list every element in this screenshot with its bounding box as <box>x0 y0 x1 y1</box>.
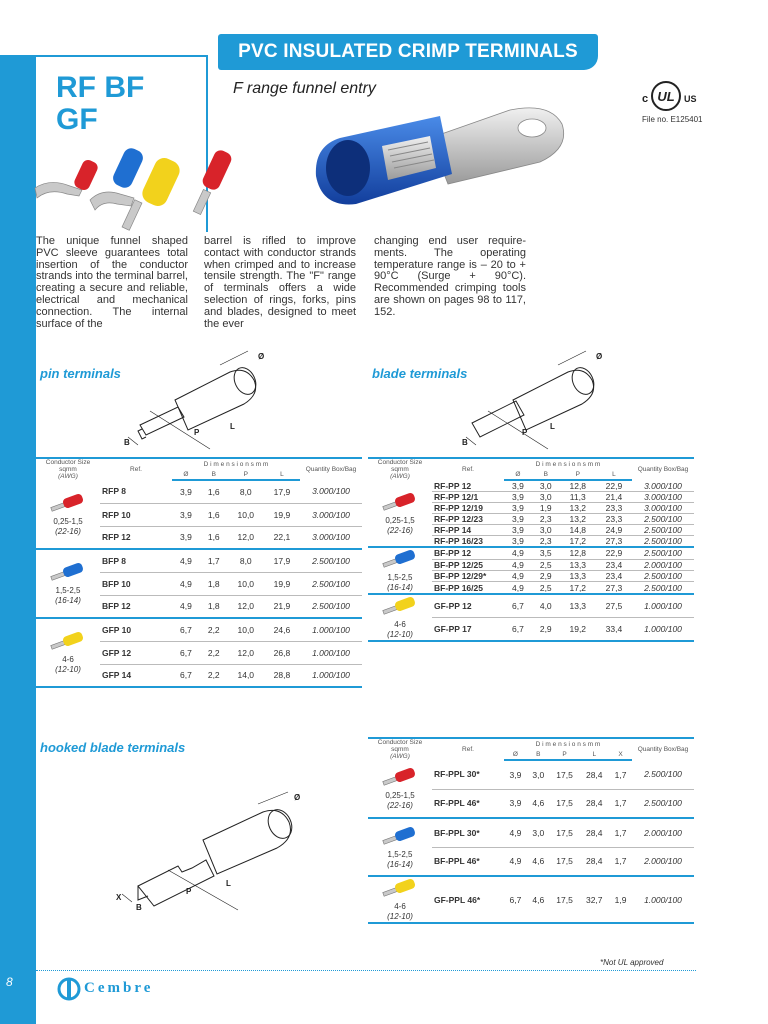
dim-l-cell: 17,9 <box>264 549 300 572</box>
ref-cell: RF-PPL 30* <box>432 760 504 789</box>
dim-p-cell: 10,0 <box>228 572 264 595</box>
dim-b-cell: 1,6 <box>200 503 228 526</box>
col-ref: Ref. <box>432 738 504 760</box>
dim-b: B <box>136 903 142 912</box>
dim-d-cell: 4,9 <box>504 847 527 876</box>
dim-b-cell: 3,0 <box>532 525 560 536</box>
col-ref: Ref. <box>100 458 172 480</box>
dim-p: P <box>194 428 200 437</box>
col-awg: (AWG) <box>390 753 410 760</box>
col-quantity: Quantity Box/Bag <box>300 458 362 480</box>
intro-column-3: changing end user require-ments. The operating temperature range is – 20 to + 90°C (Surge + 90°C). Recommended crimping tools are shown on pages 98 to 117, 152. <box>374 235 526 318</box>
terminal-icon <box>381 491 419 513</box>
dim-p-cell: 12,8 <box>560 480 596 492</box>
table-row <box>368 760 694 789</box>
conductor-size-cell <box>368 876 432 923</box>
dim-p-cell: 17,2 <box>560 536 596 548</box>
dim-l-cell: 23,3 <box>596 503 632 514</box>
dim-p-cell: 13,3 <box>560 570 596 581</box>
dim-l-cell: 28,4 <box>579 818 609 847</box>
dim-p-cell: 14,0 <box>228 664 264 687</box>
conductor-size-cell <box>368 760 432 818</box>
ref-cell: GF-PPL 46* <box>432 876 504 923</box>
col-dim-b: B <box>200 469 228 480</box>
brand-name: Cembre <box>84 980 154 996</box>
dim-l-cell: 23,3 <box>596 514 632 525</box>
blade-terminal-drawing <box>458 345 618 450</box>
dim-p-cell: 8,0 <box>228 480 264 503</box>
terminal-icon <box>49 492 87 514</box>
ref-cell: BF-PPL 30* <box>432 818 504 847</box>
ref-cell: RF-PP 12 <box>432 480 504 492</box>
dim-d-cell: 3,9 <box>504 525 532 536</box>
ref-cell: BF-PP 12/25 <box>432 559 504 570</box>
dim-p-cell: 11,3 <box>560 492 596 503</box>
intro-column-2: barrel is rifled to improve contact with conductor strands when crimped and to increase tensile strength. The "F" range of terminals offers a wide selection of rings, forks, pins and blades, designed to meet the ever <box>204 235 356 330</box>
dim-l-cell: 28,8 <box>264 664 300 687</box>
quantity-cell: 2.500/100 <box>300 595 362 618</box>
col-dim-d: Ø <box>504 469 532 480</box>
terminals-photo <box>30 140 240 235</box>
ref-cell: RF-PP 12/19 <box>432 503 504 514</box>
terminal-icon <box>381 595 419 617</box>
dim-d-cell: 4,9 <box>504 582 532 594</box>
section-pin-terminals: pin terminals <box>40 366 121 381</box>
table-row <box>36 549 362 572</box>
dim-b-cell: 4,6 <box>527 876 550 923</box>
dim-b-cell: 3,0 <box>532 480 560 492</box>
dim-d-cell: 6,7 <box>504 876 527 923</box>
conductor-size: 1,5-2,5 <box>55 586 81 595</box>
col-dim-p: P <box>228 469 264 480</box>
dim-d-cell: 3,9 <box>172 526 200 549</box>
dim-p-cell: 17,5 <box>550 847 580 876</box>
conductor-size: 0,25-1,5 <box>385 791 415 800</box>
quantity-cell: 3.000/100 <box>632 492 694 503</box>
col-dimensions: D i m e n s i o n s m m <box>172 458 300 469</box>
dim-l: L <box>226 879 231 888</box>
conductor-awg: (22-16) <box>387 525 413 535</box>
ref-cell: BFP 8 <box>100 549 172 572</box>
dim-p-cell: 12,0 <box>228 641 264 664</box>
fork-terminal-red <box>35 158 100 198</box>
conductor-size: 1,5-2,5 <box>387 849 413 859</box>
ref-cell: BFP 12 <box>100 595 172 618</box>
dim-p-cell: 12,0 <box>228 595 264 618</box>
quantity-cell: 2.500/100 <box>632 514 694 525</box>
dim-b-cell: 2,2 <box>200 641 228 664</box>
dim-l-cell: 22,9 <box>596 480 632 492</box>
col-dim-b: B <box>527 749 550 760</box>
col-conductor-size: Conductor Size sqmm (AWG) <box>368 738 432 760</box>
quantity-cell: 2.500/100 <box>300 572 362 595</box>
dim-d-cell: 3,9 <box>172 480 200 503</box>
conductor-size-cell <box>36 480 100 549</box>
col-dim-d: Ø <box>504 749 527 760</box>
dim-p-cell: 12,0 <box>228 526 264 549</box>
ref-cell: GFP 12 <box>100 641 172 664</box>
conductor-size: 0,25-1,5 <box>53 516 83 526</box>
dim-l-cell: 23,4 <box>596 570 632 581</box>
dim-p-cell: 17,5 <box>550 876 580 923</box>
dim-p-cell: 17,5 <box>550 818 580 847</box>
dim-d-cell: 3,9 <box>504 492 532 503</box>
dim-phi: Ø <box>294 793 301 802</box>
ref-cell: BF-PP 12/29* <box>432 570 504 581</box>
dim-p-cell: 17,2 <box>560 582 596 594</box>
dim-d-cell: 3,9 <box>504 503 532 514</box>
dim-x-cell: 1,7 <box>609 818 632 847</box>
terminal-icon <box>381 548 419 570</box>
dim-p: P <box>522 428 528 437</box>
dim-phi: Ø <box>258 352 265 361</box>
dim-l-cell: 17,9 <box>264 480 300 503</box>
table-row <box>36 480 362 503</box>
conductor-awg: (22-16) <box>387 801 413 810</box>
dim-b-cell: 2,3 <box>532 536 560 548</box>
dim-l-cell: 22,9 <box>596 547 632 559</box>
table-row <box>368 547 694 559</box>
dim-d-cell: 3,9 <box>504 514 532 525</box>
dim-p-cell: 13,2 <box>560 503 596 514</box>
dim-d-cell: 4,9 <box>172 549 200 572</box>
conductor-awg: (16-14) <box>387 859 413 869</box>
dim-l-cell: 27,5 <box>596 594 632 618</box>
dim-b-cell: 2,9 <box>532 570 560 581</box>
dim-l: L <box>230 422 235 431</box>
col-dimensions: D i m e n s i o n s m m <box>504 738 632 749</box>
terminal-icon <box>381 825 419 847</box>
col-awg: (AWG) <box>390 473 410 480</box>
dim-x-cell: 1,7 <box>609 847 632 876</box>
dim-d-cell: 6,7 <box>172 641 200 664</box>
dim-b-cell: 3,0 <box>527 760 550 789</box>
dim-b: B <box>124 438 130 447</box>
col-dim-b: B <box>532 469 560 480</box>
dim-p-cell: 10,0 <box>228 503 264 526</box>
conductor-awg: (12-10) <box>387 630 413 639</box>
ul-c-mark: c <box>642 93 649 105</box>
page-banner: PVC INSULATED CRIMP TERMINALS <box>218 34 598 70</box>
ul-us-mark: US <box>684 94 697 104</box>
dim-d-cell: 3,9 <box>504 480 532 492</box>
ref-cell: RFP 8 <box>100 480 172 503</box>
ref-cell: GFP 10 <box>100 618 172 641</box>
section-hooked-blade-terminals: hooked blade terminals <box>40 740 186 755</box>
terminal-icon <box>381 877 419 899</box>
dim-p-cell: 14,8 <box>560 525 596 536</box>
ul-mark: UL <box>657 89 675 104</box>
ref-cell: BFP 10 <box>100 572 172 595</box>
ref-cell: RF-PP 12/1 <box>432 492 504 503</box>
dim-p-cell: 13,2 <box>560 514 596 525</box>
dim-p-cell: 17,5 <box>550 760 580 789</box>
range-title-line1: RF BF <box>56 71 145 104</box>
dim-l-cell: 21,4 <box>596 492 632 503</box>
range-title <box>56 72 144 136</box>
cembre-logo-icon <box>56 976 82 1002</box>
dim-b-cell: 4,6 <box>527 789 550 818</box>
ref-cell: RF-PPL 46* <box>432 789 504 818</box>
terminal-icon <box>381 766 419 788</box>
ref-cell: RFP 12 <box>100 526 172 549</box>
dim-d-cell: 4,9 <box>504 818 527 847</box>
quantity-cell: 3.000/100 <box>300 480 362 503</box>
dim-d-cell: 6,7 <box>504 594 532 618</box>
quantity-cell: 3.000/100 <box>300 526 362 549</box>
hooked-blade-terminal-drawing <box>108 790 308 920</box>
quantity-cell: 2.500/100 <box>632 547 694 559</box>
range-title-line2: GF <box>56 103 98 136</box>
dim-x: X <box>116 893 122 902</box>
ref-cell: BF-PP 12 <box>432 547 504 559</box>
dim-l-cell: 19,9 <box>264 572 300 595</box>
dim-phi: Ø <box>596 352 603 361</box>
dim-l-cell: 28,4 <box>579 760 609 789</box>
pin-terminal-drawing <box>120 345 280 450</box>
col-dim-p: P <box>550 749 580 760</box>
dim-b-cell: 1,8 <box>200 572 228 595</box>
col-dim-p: P <box>560 469 596 480</box>
col-dim-d: Ø <box>172 469 200 480</box>
quantity-cell: 1.000/100 <box>632 618 694 642</box>
dim-p-cell: 8,0 <box>228 549 264 572</box>
dim-d-cell: 6,7 <box>504 618 532 642</box>
dim-d-cell: 6,7 <box>172 664 200 687</box>
conductor-size-cell <box>36 549 100 618</box>
dim-b-cell: 1,6 <box>200 480 228 503</box>
ring-terminal-cutaway-photo <box>310 98 570 213</box>
dim-b-cell: 3,0 <box>532 492 560 503</box>
blade-terminal-red <box>193 148 233 214</box>
dim-d-cell: 4,9 <box>172 572 200 595</box>
ref-cell: BF-PPL 46* <box>432 847 504 876</box>
conductor-size-cell <box>36 618 100 687</box>
dim-p-cell: 12,8 <box>560 547 596 559</box>
dim-d-cell: 4,9 <box>504 570 532 581</box>
dim-l-cell: 21,9 <box>264 595 300 618</box>
quantity-cell: 1.000/100 <box>632 876 694 923</box>
subtitle: F range funnel entry <box>233 80 376 97</box>
ref-cell: GF-PP 17 <box>432 618 504 642</box>
dim-l-cell: 27,3 <box>596 582 632 594</box>
col-dim-x: X <box>609 749 632 760</box>
conductor-size-cell <box>368 818 432 876</box>
dim-x-cell: 1,7 <box>609 760 632 789</box>
ref-cell: BF-PP 16/25 <box>432 582 504 594</box>
conductor-size-cell <box>368 480 432 547</box>
quantity-cell: 2.500/100 <box>300 549 362 572</box>
dim-l-cell: 28,4 <box>579 789 609 818</box>
col-quantity: Quantity Box/Bag <box>632 738 694 760</box>
table-row <box>368 594 694 618</box>
table-row <box>368 876 694 923</box>
hooked-blade-terminals-table <box>368 737 694 924</box>
dim-b-cell: 1,9 <box>532 503 560 514</box>
col-dim-l: L <box>579 749 609 760</box>
quantity-cell: 2.000/100 <box>632 559 694 570</box>
ref-cell: RF-PP 16/23 <box>432 536 504 548</box>
dim-l-cell: 33,4 <box>596 618 632 642</box>
quantity-cell: 3.000/100 <box>300 503 362 526</box>
quantity-cell: 2.000/100 <box>632 818 694 847</box>
dim-x-cell: 1,9 <box>609 876 632 923</box>
col-conductor-size: Conductor Size sqmm (AWG) <box>36 458 100 480</box>
dim-l-cell: 27,3 <box>596 536 632 548</box>
pin-terminals-table <box>36 457 362 688</box>
dim-d-cell: 4,9 <box>172 595 200 618</box>
conductor-size: 4-6 <box>394 902 406 911</box>
dim-b-cell: 3,5 <box>532 547 560 559</box>
ref-cell: RF-PP 14 <box>432 525 504 536</box>
dim-d-cell: 4,9 <box>504 547 532 559</box>
dim-b-cell: 4,0 <box>532 594 560 618</box>
dim-b-cell: 2,3 <box>532 514 560 525</box>
dim-d-cell: 3,9 <box>172 503 200 526</box>
ref-cell: GFP 14 <box>100 664 172 687</box>
conductor-size: 4-6 <box>394 620 406 629</box>
table-row <box>368 480 694 492</box>
not-ul-approved-note: *Not UL approved <box>600 958 664 967</box>
dim-d-cell: 3,9 <box>504 789 527 818</box>
dim-b: B <box>462 438 468 447</box>
dim-l-cell: 24,9 <box>596 525 632 536</box>
col-awg: (AWG) <box>58 473 78 480</box>
quantity-cell: 2.000/100 <box>632 847 694 876</box>
dim-p: P <box>186 887 192 896</box>
dim-p-cell: 17,5 <box>550 789 580 818</box>
quantity-cell: 2.500/100 <box>632 570 694 581</box>
dim-d-cell: 6,7 <box>172 618 200 641</box>
conductor-awg: (22-16) <box>55 526 81 536</box>
ul-certification-logo <box>640 78 710 119</box>
dim-b-cell: 1,7 <box>200 549 228 572</box>
quantity-cell: 1.000/100 <box>300 618 362 641</box>
terminal-icon <box>49 630 87 652</box>
dim-l-cell: 28,4 <box>579 847 609 876</box>
conductor-awg: (16-14) <box>55 596 81 605</box>
dim-l-cell: 24,6 <box>264 618 300 641</box>
quantity-cell: 1.000/100 <box>632 594 694 618</box>
dim-l-cell: 23,4 <box>596 559 632 570</box>
conductor-size-cell <box>368 547 432 594</box>
quantity-cell: 1.000/100 <box>300 641 362 664</box>
dim-l-cell: 19,9 <box>264 503 300 526</box>
dim-b-cell: 2,5 <box>532 582 560 594</box>
conductor-awg: (16-14) <box>387 583 413 592</box>
dim-b-cell: 4,6 <box>527 847 550 876</box>
quantity-cell: 3.000/100 <box>632 503 694 514</box>
conductor-awg: (12-10) <box>387 912 413 921</box>
conductor-size: 1,5-2,5 <box>387 573 413 582</box>
dim-b-cell: 2,9 <box>532 618 560 642</box>
col-conductor-size: Conductor Size sqmm (AWG) <box>368 458 432 480</box>
ul-file-number: File no. E125401 <box>642 115 703 124</box>
conductor-size: 4-6 <box>62 655 74 664</box>
dim-x-cell: 1,7 <box>609 789 632 818</box>
dim-b-cell: 1,8 <box>200 595 228 618</box>
dim-l-cell: 26,8 <box>264 641 300 664</box>
dim-p-cell: 13,3 <box>560 594 596 618</box>
terminal-icon <box>49 561 87 583</box>
table-row <box>368 818 694 847</box>
ref-cell: RFP 10 <box>100 503 172 526</box>
intro-column-1: The unique funnel shaped PVC sleeve guarantees total insertion of the conductor strands into the terminal barrel, creating a secure and reliable, electrical and mechanical connection. The internal surface of the <box>36 235 188 330</box>
ref-cell: GF-PP 12 <box>432 594 504 618</box>
ref-cell: RF-PP 12/23 <box>432 514 504 525</box>
dim-d-cell: 3,9 <box>504 536 532 548</box>
dim-l-cell: 22,1 <box>264 526 300 549</box>
section-blade-terminals: blade terminals <box>372 366 468 381</box>
conductor-size-cell <box>368 594 432 641</box>
blade-terminals-table <box>368 457 694 642</box>
quantity-cell: 1.000/100 <box>300 664 362 687</box>
conductor-awg: (12-10) <box>55 665 81 674</box>
quantity-cell: 2.500/100 <box>632 582 694 594</box>
quantity-cell: 2.500/100 <box>632 760 694 789</box>
table-row <box>36 618 362 641</box>
quantity-cell: 2.500/100 <box>632 789 694 818</box>
dim-b-cell: 2,2 <box>200 664 228 687</box>
quantity-cell: 2.500/100 <box>632 525 694 536</box>
dim-b-cell: 3,0 <box>527 818 550 847</box>
quantity-cell: 2.500/100 <box>632 536 694 548</box>
dim-b-cell: 2,5 <box>532 559 560 570</box>
col-dim-l: L <box>596 469 632 480</box>
page-number: 8 <box>6 975 13 989</box>
fork-terminal-blue <box>90 146 146 210</box>
col-ref: Ref. <box>432 458 504 480</box>
dim-d-cell: 3,9 <box>504 760 527 789</box>
quantity-cell: 3.000/100 <box>632 480 694 492</box>
dim-p-cell: 13,3 <box>560 559 596 570</box>
dim-l: L <box>550 422 555 431</box>
col-quantity: Quantity Box/Bag <box>632 458 694 480</box>
footer-dotted-line <box>36 970 696 971</box>
dim-b-cell: 2,2 <box>200 618 228 641</box>
conductor-size: 0,25-1,5 <box>385 515 415 525</box>
dim-d-cell: 4,9 <box>504 559 532 570</box>
dim-l-cell: 32,7 <box>579 876 609 923</box>
col-dim-l: L <box>264 469 300 480</box>
dim-b-cell: 1,6 <box>200 526 228 549</box>
dim-p-cell: 19,2 <box>560 618 596 642</box>
col-dimensions: D i m e n s i o n s m m <box>504 458 632 469</box>
dim-p-cell: 10,0 <box>228 618 264 641</box>
